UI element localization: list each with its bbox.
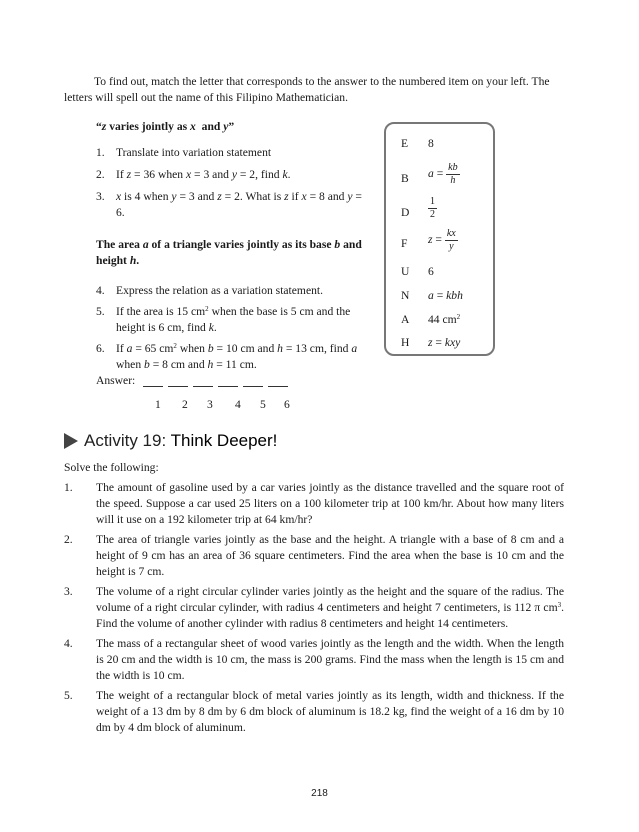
answer-blank[interactable] — [168, 376, 188, 387]
intro-paragraph: To find out, match the letter that corresponds to the answer to the numbered item on your left. The letters will spell out the name of this Filipino Mathematician. — [64, 75, 550, 104]
answer-key-box — [384, 122, 495, 356]
section2-heading: The area a of a triangle varies jointly as its base b and height h. — [96, 238, 362, 267]
problem-number: 1. — [64, 481, 73, 494]
problem-text: The area of triangle varies jointly as the base and the height. A triangle with a base of 8 cm and a height of 9 cm has an area of 36 square centimeters. Find the area when the base is 10 cm and the height is 7 cm. — [96, 533, 564, 578]
problem-number: 2. — [64, 533, 73, 546]
key-letter: H — [401, 336, 410, 349]
key-value: z = $\frac{kx}{y}$ — [428, 228, 456, 252]
answer-key-row — [386, 134, 493, 154]
key-letter: F — [401, 237, 408, 250]
problem-1 — [64, 480, 564, 528]
answer-blanks — [96, 373, 336, 413]
item-1 — [96, 145, 371, 161]
item-text: If the area is 15 $cm^2$ when the base is 5 cm and the height is 6 cm, find k. — [116, 305, 351, 334]
answer-number: 1 — [155, 398, 161, 412]
answer-key-row — [386, 196, 493, 228]
arrow-icon — [64, 433, 78, 449]
answer-blank[interactable] — [268, 376, 288, 387]
answer-number: 5 — [260, 398, 266, 412]
item-number: 5. — [96, 305, 105, 318]
item-number: 2. — [96, 168, 105, 181]
item-6 — [96, 341, 371, 373]
instructions: Solve the following: — [64, 461, 159, 474]
key-letter: N — [401, 289, 410, 302]
item-2 — [96, 167, 371, 183]
key-letter: A — [401, 313, 410, 326]
answer-label: Answer: — [96, 374, 136, 388]
activity-title: Think Deeper! — [170, 431, 278, 450]
activity-label: Activity 19: — [84, 431, 167, 450]
answer-key-row — [386, 333, 493, 353]
key-value: $\frac{1}{2}$ — [430, 196, 435, 220]
item-5 — [96, 304, 371, 336]
key-value: 6 — [428, 265, 434, 278]
key-letter: E — [401, 137, 409, 150]
item-4 — [96, 283, 371, 299]
answer-key-row — [386, 310, 493, 330]
key-letter: B — [401, 172, 409, 185]
problem-text: The mass of a rectangular sheet of wood varies jointly as the length and the width. When the length is 20 cm and the width is 10 cm, the mass is 200 grams. Find the mass when the length is 15 cm and the width is 10 cm. — [96, 637, 564, 682]
item-text: x is 4 when y = 3 and z = 2. What is z if x = 8 and y = 6. — [116, 190, 362, 219]
problem-number: 5. — [64, 689, 73, 702]
key-value: 8 — [428, 137, 434, 150]
item-number: 6. — [96, 342, 105, 355]
problem-text: The amount of gasoline used by a car varies jointly as the distance travelled and the square root of the speed. Suppose a car used 25 liters on a 100 kilometer trip at 100 km/hr. About how many liters will it use on a 192 kilometer trip at 64 km/hr? — [96, 481, 564, 526]
problem-text: The weight of a rectangular block of metal varies jointly as its length, width and thickness. If the weight of a 13 dm by 8 dm by 6 dm block of aluminum is 18.2 kg, find the weight of a 16 dm by 10 dm by 4 dm block of aluminum. — [96, 689, 564, 734]
page-number: 218 — [311, 788, 328, 799]
item-text: Express the relation as a variation statement. — [116, 284, 324, 297]
answer-blank[interactable] — [218, 376, 238, 387]
key-letter: U — [401, 265, 410, 278]
answer-number: 3 — [207, 398, 213, 412]
answer-number: 2 — [182, 398, 188, 412]
answer-key-row — [386, 162, 493, 194]
key-value: a = $\frac{kb}{h}$ — [428, 162, 458, 186]
key-value: a = kbh — [428, 289, 463, 302]
answer-blank[interactable] — [193, 376, 213, 387]
item-text: If z = 36 when x = 3 and y = 2, find k. — [116, 168, 291, 181]
answer-key-row — [386, 228, 493, 260]
answer-key-row — [386, 262, 493, 282]
matching-items — [96, 119, 371, 373]
item-number: 3. — [96, 190, 105, 203]
activity-heading — [64, 431, 277, 451]
answer-blank[interactable] — [143, 376, 163, 387]
item-number: 4. — [96, 284, 105, 297]
item-text: Translate into variation statement — [116, 146, 272, 159]
key-letter: D — [401, 206, 410, 219]
key-value: z = kxy — [428, 336, 461, 349]
problem-number: 4. — [64, 637, 73, 650]
item-3 — [96, 189, 371, 221]
problem-text: The volume of a right circular cylinder varies jointly as the height and the square of the radius. The volume of a right circular cylinder, with radius 4 centimeters and height 7 centimeters, is 112 π $cm^3$. Find the volume of another cylinder with radius 8 centimeters and height 14 centimeters. — [96, 585, 564, 630]
answer-blank[interactable] — [243, 376, 263, 387]
answer-number: 4 — [235, 398, 241, 412]
problem-2 — [64, 532, 564, 580]
problem-number: 3. — [64, 585, 73, 598]
section1-heading: “z varies jointly as x and y” — [96, 120, 235, 133]
item-number: 1. — [96, 146, 105, 159]
problem-5 — [64, 688, 564, 736]
problem-4 — [64, 636, 564, 684]
key-value: 44 $cm^2$ — [428, 313, 461, 326]
problem-list — [64, 460, 564, 736]
problem-3 — [64, 584, 564, 632]
answer-number: 6 — [284, 398, 290, 412]
answer-key-row — [386, 286, 493, 306]
item-text: If a = 65 $cm^2$ when b = 10 cm and h = 13 cm, find a when b = 8 cm and h = 11 cm. — [116, 342, 358, 371]
